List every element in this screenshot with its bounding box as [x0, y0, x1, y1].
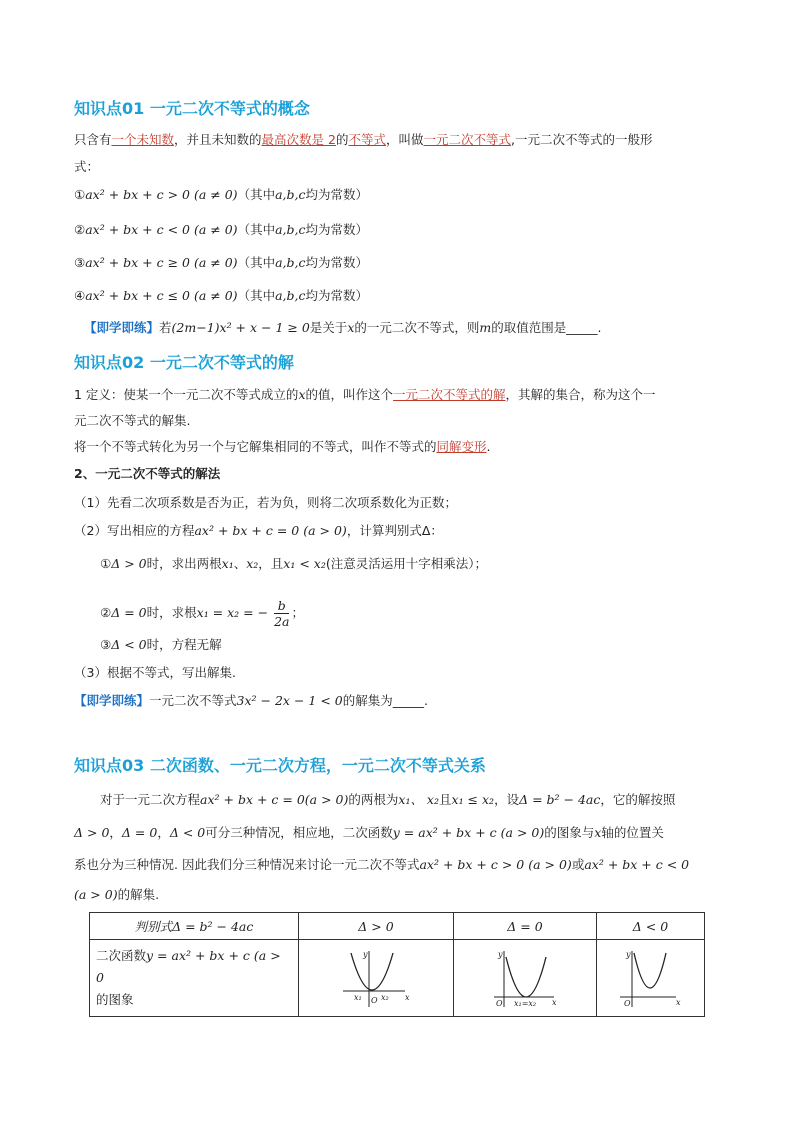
- text: 且: [439, 792, 452, 807]
- formula: ax² + bx + c > 0 (a ≠ 0): [85, 187, 238, 202]
- text: ，并且未知数的: [174, 132, 262, 147]
- text: ，它的解按照: [600, 792, 676, 807]
- origin-label: O: [623, 999, 631, 1008]
- section-title-01: 知识点01 一元二次不等式的概念: [74, 99, 310, 118]
- equivalent-transform-line: [74, 438, 491, 456]
- exercise-2: [74, 692, 428, 710]
- header-delta-positive: Δ > 0: [299, 913, 454, 940]
- text: （2）写出相应的方程: [74, 523, 195, 538]
- concept-paragraph-line1: [74, 131, 653, 149]
- table-header-row: [90, 913, 705, 940]
- num: ①: [100, 556, 112, 571]
- general-form-1: [74, 186, 368, 204]
- text: 只含有: [74, 132, 112, 147]
- text: 或: [571, 857, 585, 872]
- axis-label-x: x: [405, 993, 410, 1002]
- keyword-one-unknown: 一个未知数: [111, 132, 175, 147]
- axis-label-y: y: [625, 950, 631, 959]
- note: 均为常数）: [305, 255, 368, 270]
- text: (注意灵活运用十字相乘法）；: [325, 556, 487, 571]
- header-delta-zero: Δ = 0: [454, 913, 597, 940]
- num: ③: [100, 637, 112, 652]
- formula: (2m−1)x² + x − 1 ≥ 0: [171, 320, 310, 335]
- num: ①: [74, 187, 86, 202]
- formula: Δ < 0: [111, 637, 147, 652]
- text: 系也分为三种情况. 因此我们分三种情况来讨论一元二次不等式: [74, 857, 420, 872]
- text: 的值，叫作这个: [305, 387, 394, 402]
- formula: y = ax² + bx + c: [146, 948, 250, 963]
- text: 、: [233, 556, 247, 571]
- formula: x₁ = x₂ = −: [196, 605, 269, 620]
- num: ③: [74, 255, 86, 270]
- relation-line2: [74, 824, 664, 842]
- step-3: （3）根据不等式，写出解集.: [74, 665, 236, 680]
- text: .: [486, 439, 491, 454]
- parabola-curve: [634, 953, 666, 988]
- axis-label-y: y: [498, 950, 503, 959]
- text: 对于一元二次方程: [100, 792, 201, 807]
- text: 的一元二次不等式，则: [354, 320, 480, 335]
- var: x: [347, 320, 355, 335]
- graph-cell-negative: [597, 940, 705, 1017]
- keyword-solution: 一元二次不等式的解: [393, 387, 506, 402]
- formula: ax² + bx + c < 0: [584, 857, 690, 872]
- keyword-quadratic-inequality: 一元二次不等式: [423, 132, 512, 147]
- keyword-inequality: 不等式: [348, 132, 387, 147]
- vars: a,b,c: [275, 222, 306, 237]
- text: 的解集为_____.: [342, 693, 428, 708]
- num: ②: [100, 605, 112, 620]
- relation-line1: [100, 791, 675, 809]
- formula: Δ = b² − 4ac: [519, 792, 601, 807]
- text: 可分三种情况，相应地，二次函数: [205, 825, 393, 840]
- header-discriminant: 判别式Δ = b² − 4ac: [90, 913, 299, 940]
- definition-line2: 元二次不等式的解集.: [74, 413, 191, 428]
- formula: ax² + bx + c > 0: [419, 857, 525, 872]
- origin-label: O: [496, 999, 503, 1008]
- text: 时，求出两根: [146, 556, 222, 571]
- var: x₁: [221, 556, 234, 571]
- text: ，: [157, 825, 170, 840]
- origin-label: O: [371, 996, 378, 1005]
- formula: ax² + bx + c ≤ 0 (a ≠ 0): [85, 288, 238, 303]
- formula: y = ax² + bx + c: [392, 825, 497, 840]
- var: x₁、 x₂: [398, 792, 439, 807]
- formula: ax² + bx + c ≥ 0 (a ≠ 0): [85, 255, 238, 270]
- denominator: 2a: [274, 614, 290, 629]
- text: 是关于: [309, 320, 348, 335]
- parabola-curve: [351, 953, 393, 990]
- text: 将一个不等式转化为另一个与它解集相同的不等式，叫作不等式的: [74, 439, 437, 454]
- text: 的解集.: [117, 887, 160, 902]
- general-form-4: [74, 287, 368, 305]
- fraction: [274, 598, 289, 629]
- formula: 3x² − 2x − 1 < 0: [236, 693, 343, 708]
- formula: Δ > 0: [74, 825, 110, 840]
- var: x₂: [246, 556, 259, 571]
- note: （其中: [237, 187, 276, 202]
- case-2: [100, 598, 304, 629]
- general-form-2: [74, 221, 368, 239]
- formula: Δ < 0: [169, 825, 206, 840]
- graph-cell-positive: [299, 940, 454, 1017]
- text: ，叫做: [386, 132, 424, 147]
- text: 时，方程无解: [146, 637, 222, 652]
- keyword-highest-degree: 最高次数是 2: [261, 132, 336, 147]
- condition: (a > 0): [528, 857, 572, 872]
- formula: ax² + bx + c = 0(a > 0): [200, 792, 349, 807]
- root-label-x2: x₂: [381, 993, 389, 1002]
- formula: Δ > 0: [111, 556, 147, 571]
- note: 均为常数）: [305, 187, 368, 202]
- axis-label-x: x: [552, 998, 557, 1007]
- text: 若: [159, 320, 172, 335]
- relation-line4: [74, 886, 159, 904]
- text: 的: [335, 132, 349, 147]
- parabola-curve: [506, 957, 546, 997]
- section-title-02: 知识点02 一元二次不等式的解: [74, 353, 294, 372]
- text: 的取值范围是_____.: [491, 320, 602, 335]
- formula: x₁ < x₂: [283, 556, 326, 571]
- text: ，且: [258, 556, 284, 571]
- condition: (a > 0): [303, 523, 347, 538]
- exercise-1: [84, 319, 601, 337]
- case-1: [100, 555, 487, 573]
- num: ②: [74, 222, 86, 237]
- double-root-label: x₁=x₂: [514, 999, 537, 1008]
- definition-line1: [74, 386, 656, 404]
- text: 二次函数: [96, 948, 147, 963]
- note: （其中: [237, 222, 276, 237]
- text: ，设: [494, 792, 520, 807]
- text: 时，求根: [146, 605, 197, 620]
- graph-cell-zero: [454, 940, 597, 1017]
- text: 的两根为: [348, 792, 399, 807]
- note: （其中: [237, 288, 276, 303]
- formula: ax² + bx + c < 0 (a ≠ 0): [85, 222, 238, 237]
- concept-paragraph-line2: 式：: [74, 159, 100, 174]
- general-form-3: [74, 254, 368, 272]
- case-3: [100, 636, 222, 654]
- condition: (a > 0: [96, 948, 281, 985]
- formula: Δ = 0: [121, 825, 158, 840]
- axis-label-y: y: [363, 950, 368, 959]
- section-title-03: 知识点03 二次函数、一元二次方程，一元二次不等式关系: [74, 756, 486, 775]
- text: ，其解的集合，称为这个一: [505, 387, 656, 402]
- parabola-two-roots-graph: [341, 947, 411, 1009]
- table-row-graph: [90, 940, 705, 1017]
- num: ④: [74, 288, 86, 303]
- text: 轴的位置关: [601, 825, 664, 840]
- var: m: [479, 320, 492, 335]
- note: 均为常数）: [305, 288, 368, 303]
- parabola-no-root-graph: [616, 947, 686, 1009]
- axis-label-x: x: [675, 998, 681, 1007]
- vars: a,b,c: [275, 288, 306, 303]
- var: x: [594, 825, 602, 840]
- condition: (a > 0): [500, 825, 545, 840]
- text: ,一元二次不等式的一般形: [511, 132, 653, 147]
- method-title: 2、一元二次不等式的解法: [74, 466, 221, 481]
- formula: Δ = 0: [111, 605, 147, 620]
- step-2: [74, 522, 443, 540]
- text: 一元二次不等式: [149, 693, 237, 708]
- keyword-equivalent-transform: 同解变形: [436, 439, 487, 454]
- vars: a,b,c: [275, 255, 306, 270]
- vars: a,b,c: [275, 187, 306, 202]
- exercise-tag: 【即学即练】: [74, 693, 150, 708]
- text: 的图象: [96, 992, 134, 1007]
- text: 的图象与: [544, 825, 595, 840]
- row-label-graph: [90, 940, 299, 1017]
- root-label-x1: x₁: [354, 993, 362, 1002]
- text: ；: [291, 605, 304, 620]
- numerator: b: [274, 598, 289, 614]
- relation-line3: [74, 856, 689, 874]
- text: ，: [109, 825, 122, 840]
- text: ，计算判别式Δ：: [346, 523, 443, 538]
- text: 1 定义：使某一个一元二次不等式成立的: [74, 387, 299, 402]
- formula: x₁ ≤ x₂: [451, 792, 495, 807]
- exercise-tag: 【即学即练】: [84, 320, 160, 335]
- note: 均为常数）: [305, 222, 368, 237]
- var: x: [298, 387, 306, 402]
- parabola-double-root-graph: [490, 947, 560, 1009]
- condition: (a > 0): [74, 887, 118, 902]
- formula: ax² + bx + c = 0: [194, 523, 300, 538]
- relation-table: [89, 912, 705, 1017]
- header-delta-negative: Δ < 0: [597, 913, 705, 940]
- step-1: （1）先看二次项系数是否为正，若为负，则将二次项系数化为正数；: [74, 495, 457, 510]
- note: （其中: [237, 255, 276, 270]
